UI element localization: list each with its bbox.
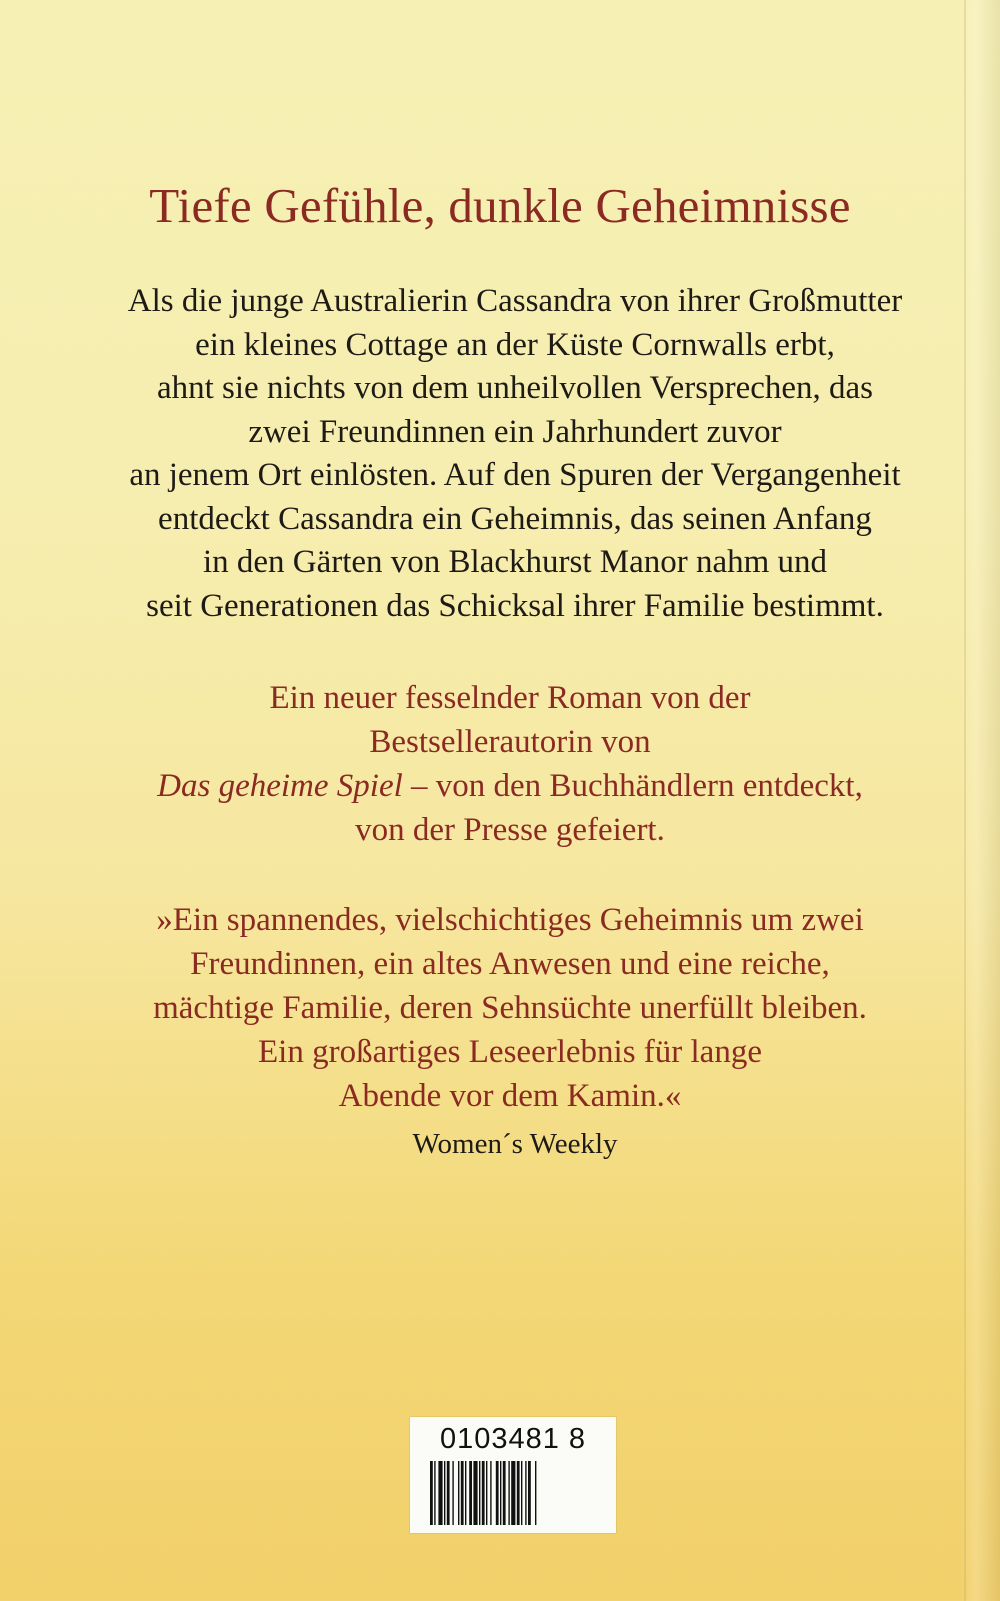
quote-line: Freundinnen, ein altes Anwesen und eine reiche, (190, 946, 830, 982)
blurb-line: an jenem Ort einlösten. Auf den Spuren der Vergangenheit (129, 457, 901, 493)
blurb-line: zwei Freundinnen ein Jahrhundert zuvor (248, 413, 782, 450)
blurb-text (70, 280, 960, 628)
barcode-sticker (410, 1417, 616, 1533)
barcode-bar (496, 1461, 499, 1525)
barcode-bar (517, 1461, 520, 1525)
barcode-bar (486, 1461, 487, 1525)
quote-line: Ein großartiges Leseerlebnis für lange (258, 1034, 762, 1070)
quote-line: »Ein spannendes, vielschichtiges Geheimnis um zwei (156, 902, 864, 938)
barcode-bar (500, 1461, 501, 1525)
barcode-number: 0103481 8 (439, 1423, 587, 1455)
blurb-line: entdeckt Cassandra ein Geheimnis, das seinen Anfang (158, 500, 872, 537)
barcode-bar (521, 1461, 522, 1525)
barcode-bars (430, 1461, 596, 1525)
barcode-bar (434, 1461, 435, 1525)
barcode-bar (444, 1461, 445, 1525)
promo-text (60, 676, 960, 852)
blurb-line: ahnt sie nichts von dem unheilvollen Versprechen, das (156, 370, 874, 406)
promo-line: Bestsellerautorin von (369, 724, 651, 760)
promo-line: Ein neuer fesselnder Roman von der (269, 680, 751, 716)
barcode-bar (438, 1461, 442, 1525)
quote-line: Abende vor dem Kamin.« (338, 1078, 682, 1114)
blurb-line: Als die junge Australierin Cassandra von ihrer Großmutter (127, 283, 903, 319)
barcode-bar (430, 1461, 433, 1525)
headline: Tiefe Gefühle, dunkle Geheimnisse (149, 178, 851, 233)
barcode-bar (535, 1461, 536, 1525)
barcode-bar (525, 1461, 526, 1525)
barcode-bar (479, 1461, 480, 1525)
barcode-bar (458, 1461, 459, 1525)
barcode-bar (447, 1461, 450, 1525)
barcode-bar (465, 1461, 466, 1525)
promo-line-rest: – von den Buchhändlern entdeckt, (402, 768, 863, 804)
barcode-bar (490, 1461, 491, 1525)
barcode-bar (482, 1461, 485, 1525)
cover-edge (960, 0, 1000, 1601)
barcode-bar (473, 1461, 477, 1525)
barcode-bar (503, 1461, 506, 1525)
barcode-bar (461, 1461, 464, 1525)
barcode-bar (469, 1461, 472, 1525)
barcode-bar (452, 1461, 453, 1525)
barcode-bar (511, 1461, 515, 1525)
blurb-line: seit Generationen das Schicksal ihrer Familie bestimmt. (146, 587, 884, 624)
book-title: Das geheime Spiel (157, 768, 403, 804)
promo-line: von der Presse gefeiert. (355, 812, 665, 848)
quote-line: mächtige Familie, deren Sehnsüchte unerfüllt bleiben. (153, 990, 867, 1026)
barcode-bar (508, 1461, 509, 1525)
promo-line-title (60, 764, 960, 808)
blurb-line: ein kleines Cottage an der Küste Cornwalls erbt, (195, 326, 835, 363)
blurb-line: in den Gärten von Blackhurst Manor nahm und (202, 544, 828, 580)
press-quote (60, 898, 960, 1118)
barcode-bar (528, 1461, 531, 1525)
fold-line (964, 0, 966, 1601)
quote-source: Women´s Weekly (412, 1128, 618, 1160)
